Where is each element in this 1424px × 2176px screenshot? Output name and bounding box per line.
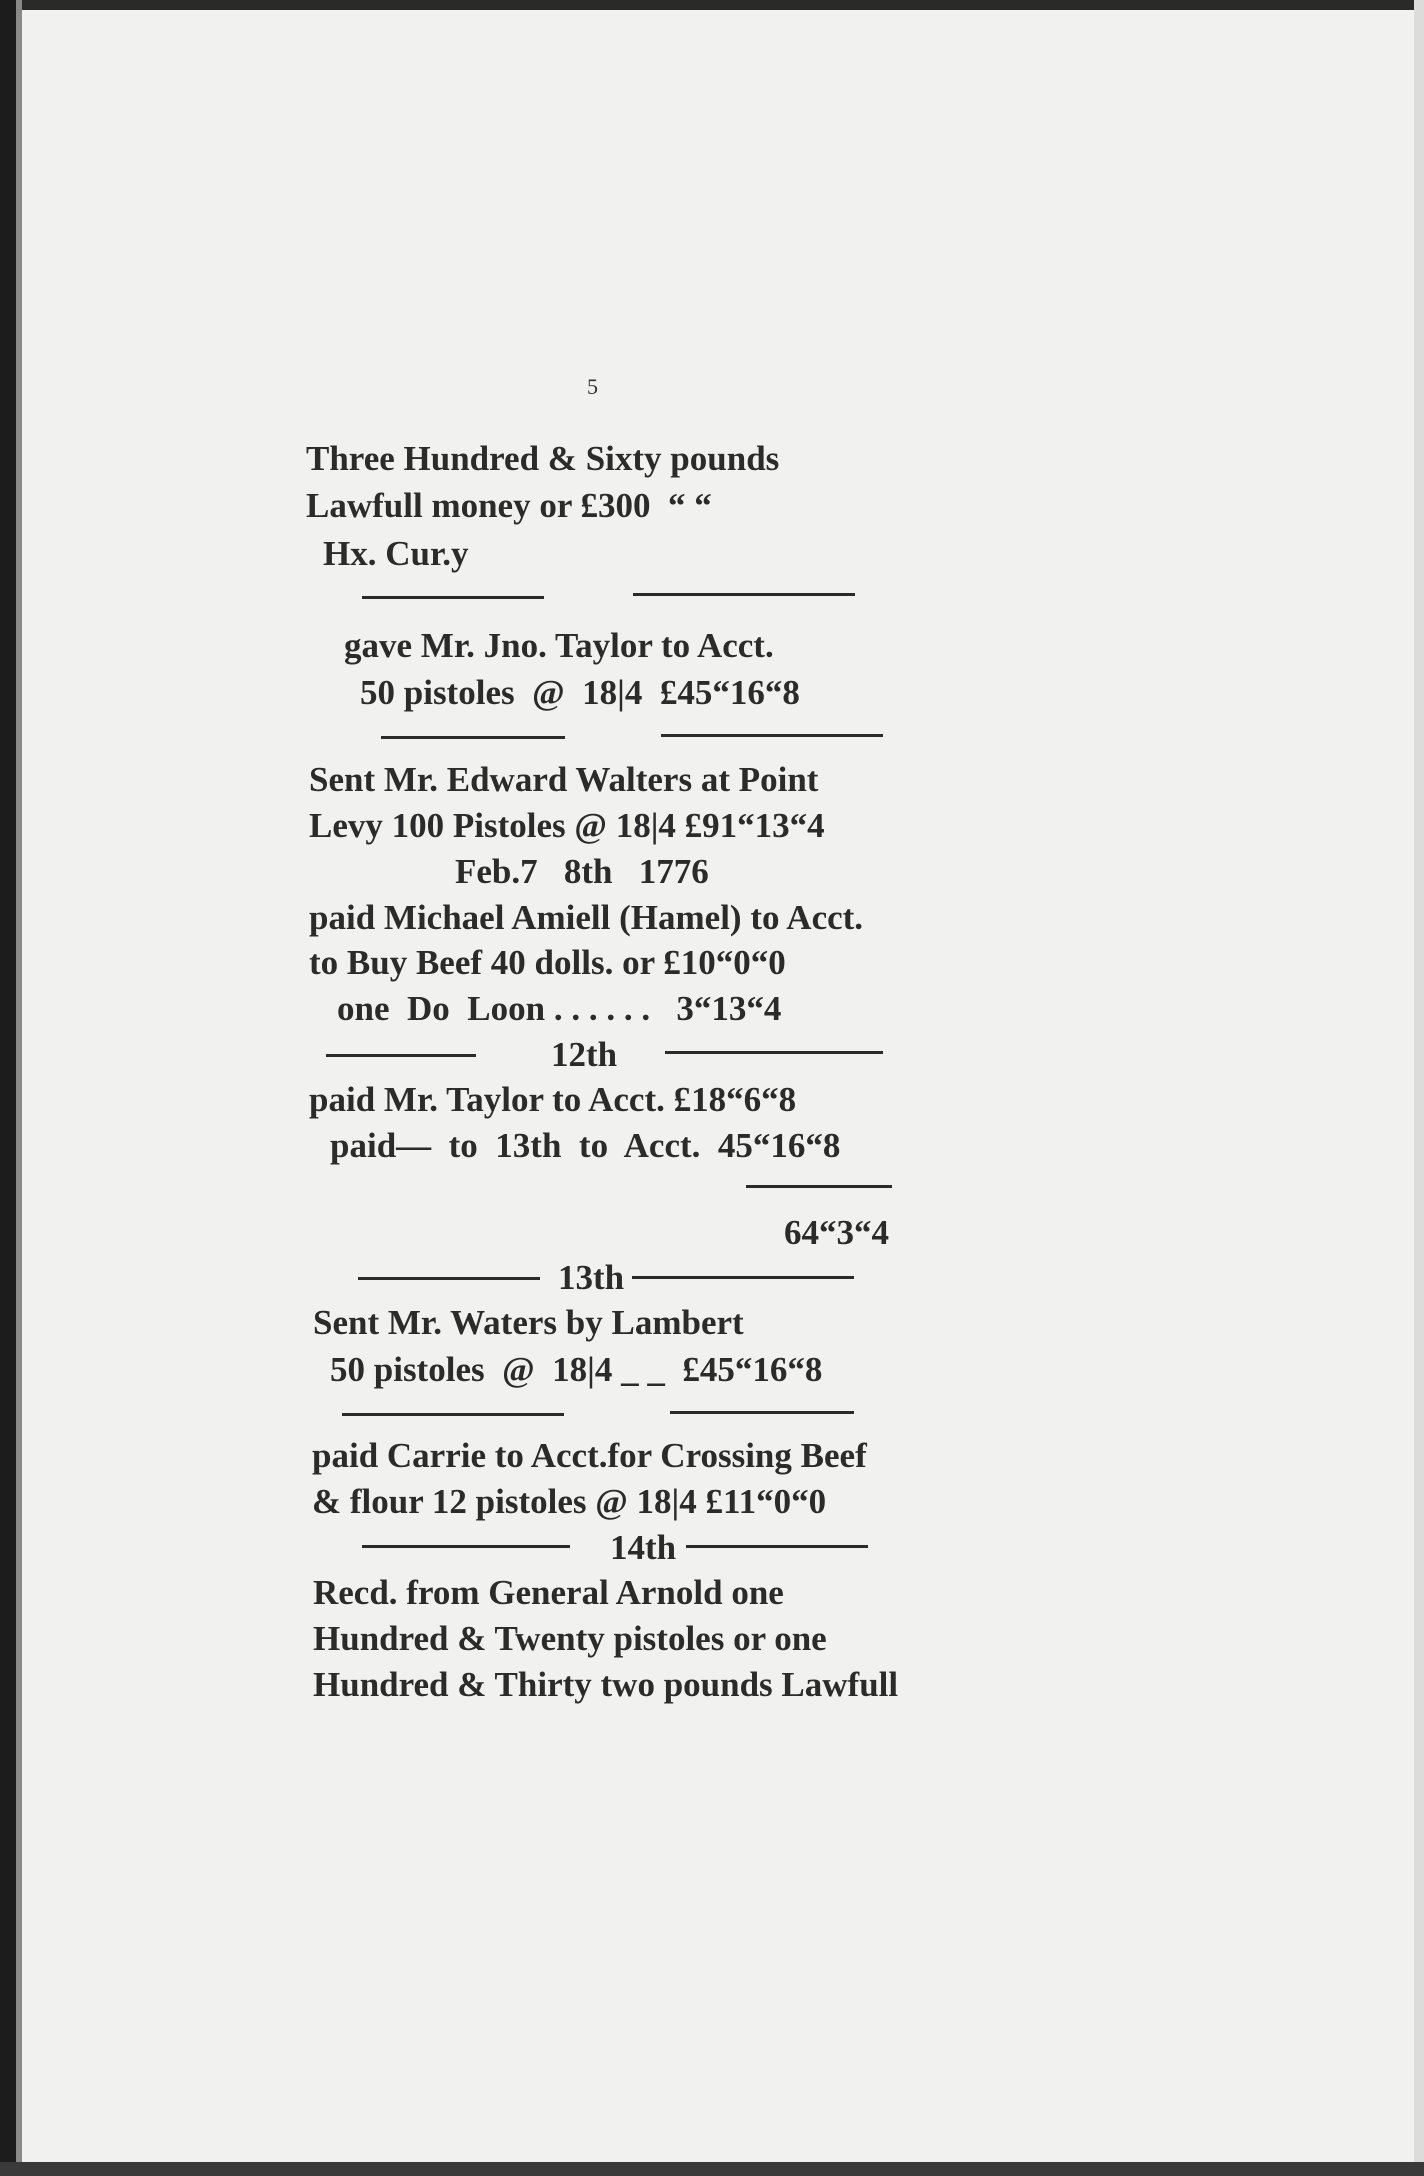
date-heading: 13th <box>558 1258 625 1297</box>
ledger-line: paid Mr. Taylor to Acct. £18“6“8 <box>309 1080 797 1119</box>
ledger-line: paid— to 13th to Acct. 45“16“8 <box>330 1126 841 1165</box>
ledger-line: paid Carrie to Acct.for Crossing Beef <box>312 1436 867 1475</box>
ledger-line: Recd. from General Arnold one <box>313 1573 784 1612</box>
page-binding-shadow <box>16 0 22 2176</box>
date-heading: Feb.7 8th 1776 <box>455 852 709 891</box>
separator-rule <box>633 593 855 596</box>
date-heading: 12th <box>551 1035 618 1074</box>
ledger-line: Sent Mr. Waters by Lambert <box>313 1303 744 1342</box>
sum-total: 64“3“4 <box>784 1213 889 1252</box>
separator-rule <box>362 596 544 599</box>
ledger-line: Lawfull money or £300 “ “ <box>306 486 712 525</box>
separator-rule <box>670 1411 854 1414</box>
page-binding-edge <box>0 0 16 2176</box>
separator-rule <box>381 736 565 739</box>
ledger-line: to Buy Beef 40 dolls. or £10“0“0 <box>309 943 786 982</box>
separator-rule <box>342 1413 564 1416</box>
page-bottom-border <box>0 2162 1424 2176</box>
ledger-line: one Do Loon . . . . . . 3“13“4 <box>337 989 782 1028</box>
page-right-border <box>1414 0 1424 2176</box>
date-heading: 14th <box>610 1528 677 1567</box>
separator-rule <box>665 1051 883 1054</box>
separator-rule <box>686 1545 868 1548</box>
sum-rule <box>746 1185 892 1188</box>
separator-rule <box>362 1545 570 1548</box>
separator-rule <box>661 734 883 737</box>
ledger-line: Hundred & Thirty two pounds Lawfull <box>313 1665 899 1704</box>
ledger-line: Hundred & Twenty pistoles or one <box>313 1619 827 1658</box>
ledger-line: Hx. Cur.y <box>323 534 469 573</box>
page-number: 5 <box>587 374 598 399</box>
ledger-line: Sent Mr. Edward Walters at Point <box>309 760 819 799</box>
separator-rule <box>358 1277 540 1280</box>
ledger-line: 50 pistoles @ 18|4 _ _ £45“16“8 <box>330 1350 823 1389</box>
page-top-border <box>0 0 1424 10</box>
ledger-line: & flour 12 pistoles @ 18|4 £11“0“0 <box>312 1482 827 1521</box>
ledger-line: gave Mr. Jno. Taylor to Acct. <box>344 626 774 665</box>
separator-rule <box>326 1054 476 1057</box>
ledger-line: paid Michael Amiell (Hamel) to Acct. <box>309 898 864 937</box>
separator-rule <box>632 1276 854 1279</box>
ledger-line: Three Hundred & Sixty pounds <box>306 439 780 478</box>
ledger-line: Levy 100 Pistoles @ 18|4 £91“13“4 <box>309 806 825 845</box>
ledger-line: 50 pistoles @ 18|4 £45“16“8 <box>360 673 800 712</box>
